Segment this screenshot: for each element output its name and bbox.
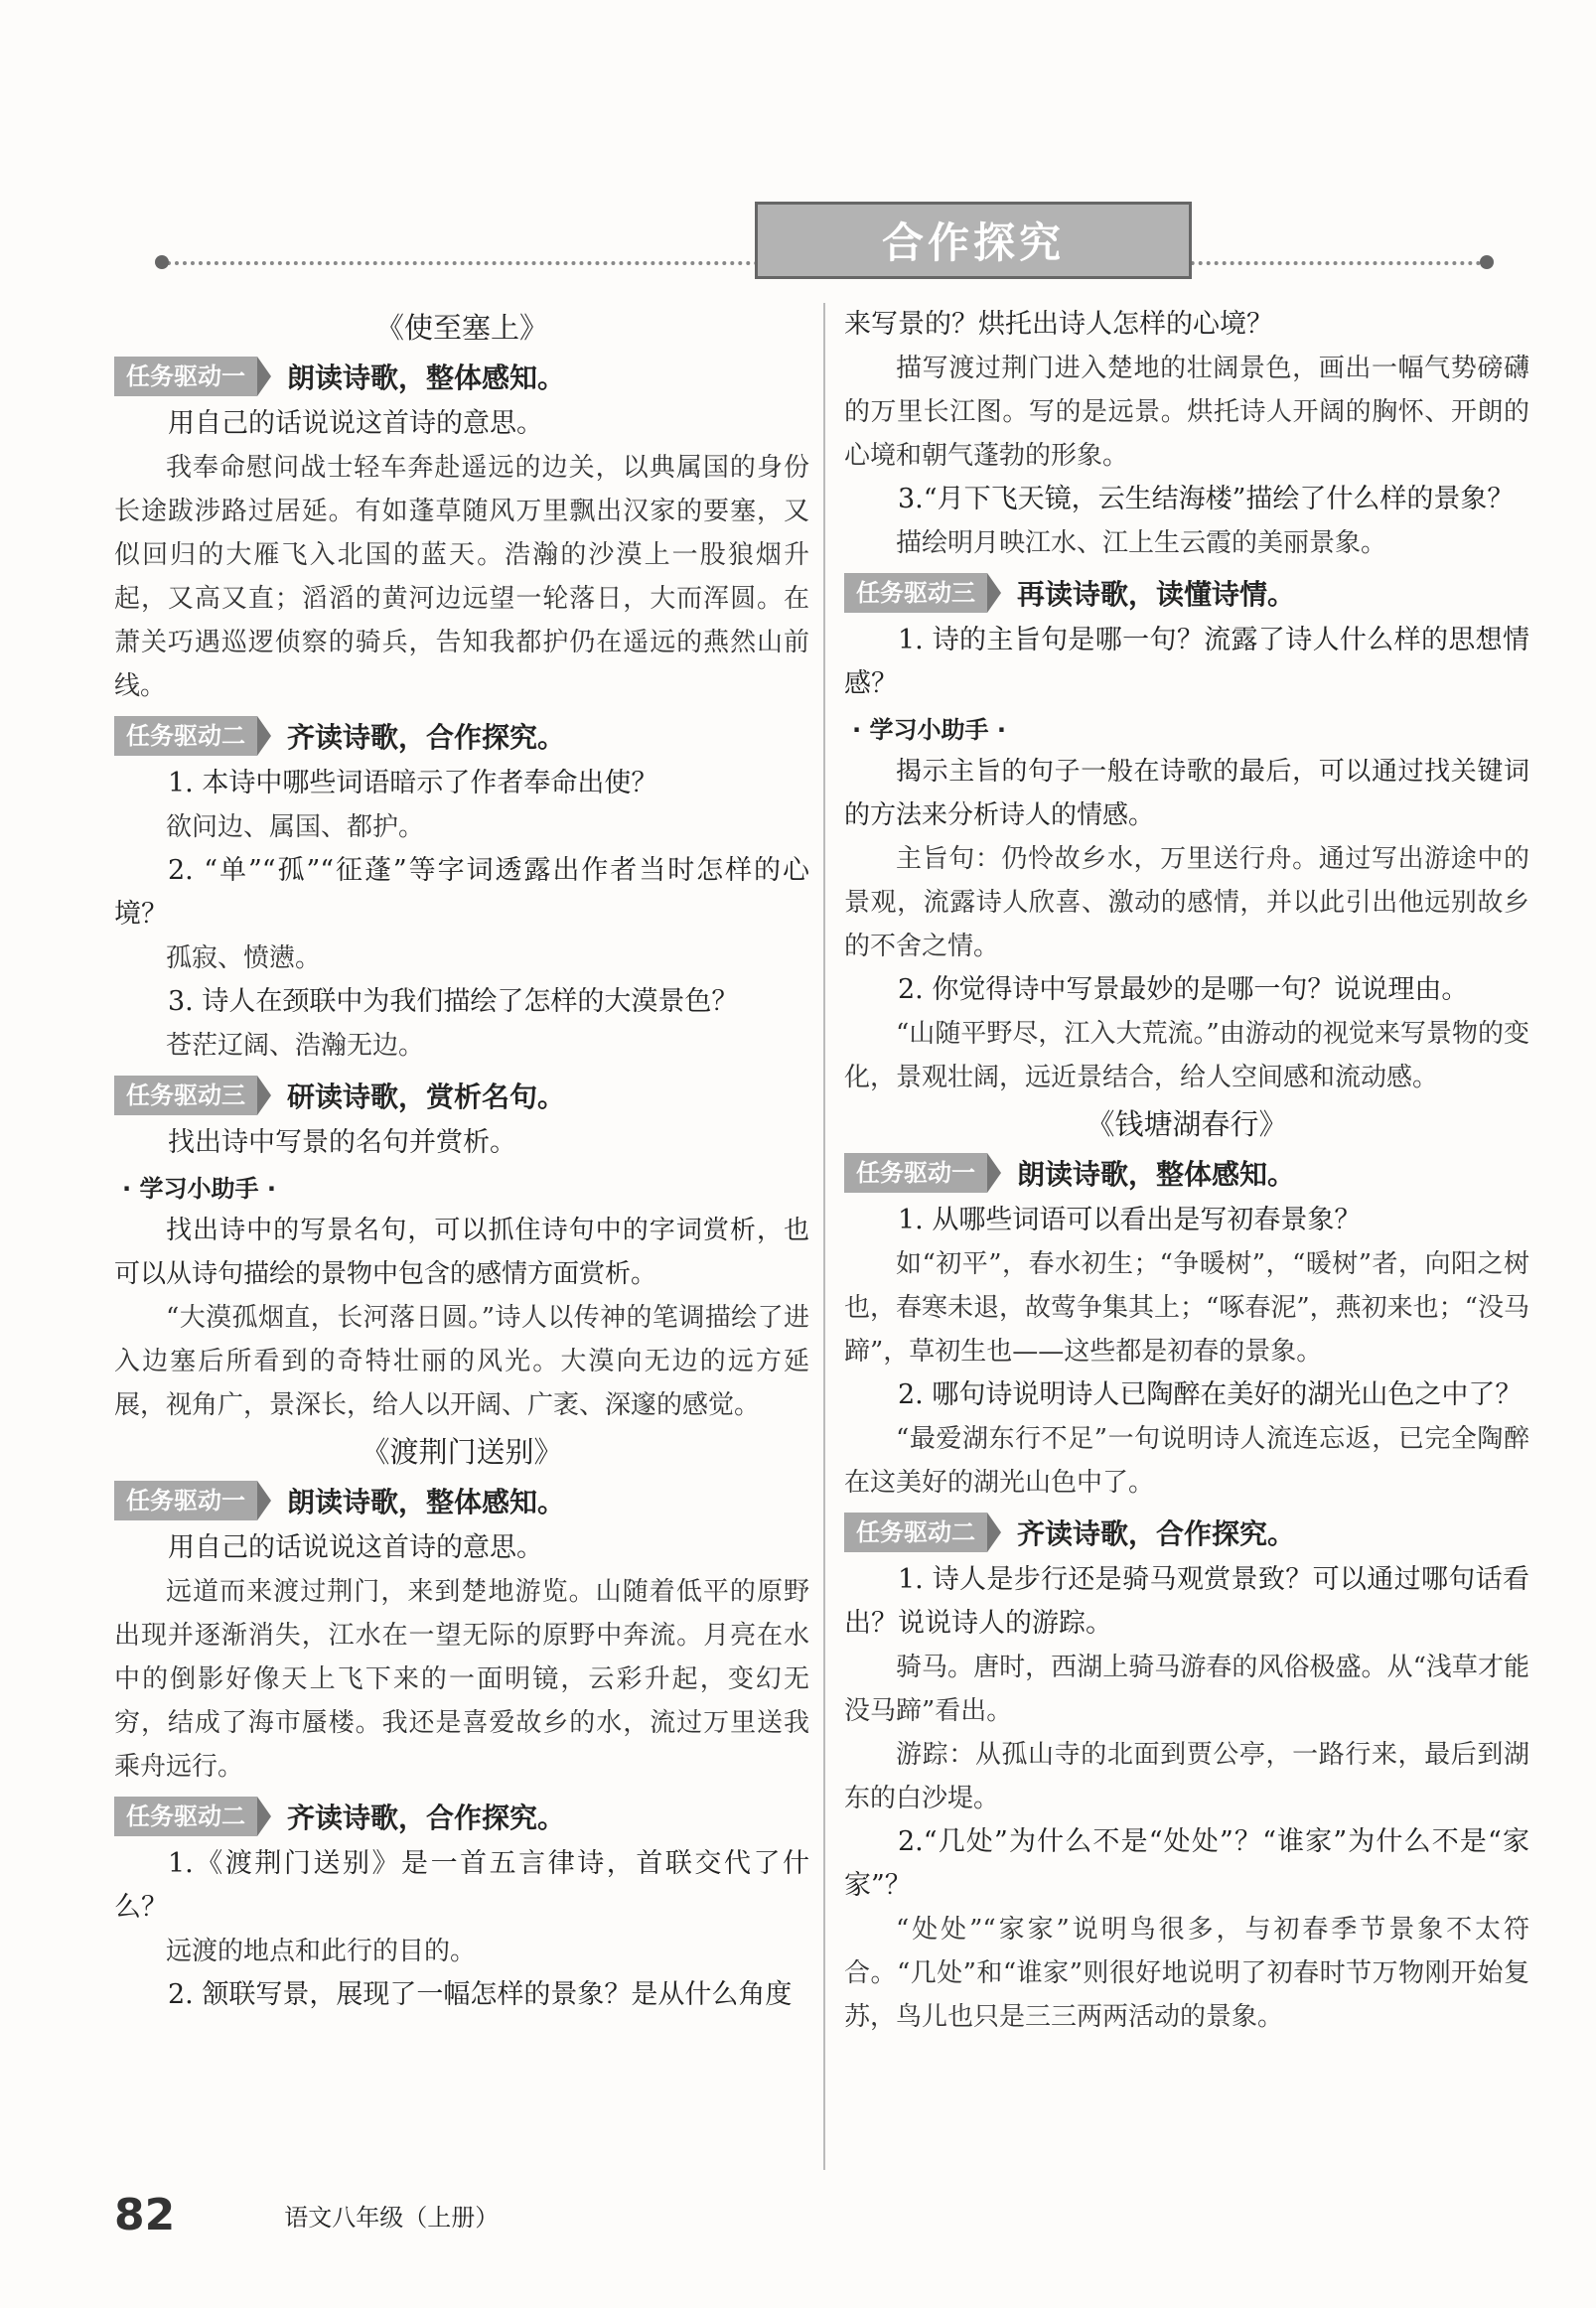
task-heading [114,1481,809,1520]
section-tag [755,202,1192,279]
task-heading [844,1513,1529,1552]
helper-label: · 学习小助手 · [852,716,1006,744]
task-title: 朗读诗歌，整体感知。 [287,361,566,394]
question: 1. 诗的主旨句是哪一句？流露了诗人什么样的思想情感？ [844,625,1529,699]
answer: 如“初平”，春水初生；“争暖树”，“暖树”者，向阳之树也，春寒未退，故莺争集其上；“啄春泥”，燕初来也；“没马蹄”，草初生也——这些都是初春的景象。 [844,1249,1529,1367]
answer: “大漠孤烟直，长河落日圆。”诗人以传神的笔调描绘了进入边塞后所看到的奇特壮丽的风光。大漠向无边的远方延展，视角广，景深长，给人以开阔、广袤、深邃的感觉。 [114,1303,809,1420]
task-tag: 任务驱动三 [114,1076,257,1115]
helper-text: 找出诗中的写景名句，可以抓住诗句中的字词赏析，也可以从诗句描绘的景物中包含的感情方面赏析。 [114,1216,809,1289]
question: 2. 哪句诗说明诗人已陶醉在美好的湖光山色之中了？ [898,1379,1523,1410]
answer: 远渡的地点和此行的目的。 [166,1937,477,1966]
left-column [114,303,809,2017]
answer: 我奉命慰问战士轻车奔赴遥远的边关，以典属国的身份长途跋涉路过居延。有如蓬草随风万里飘出汉家的要塞，又似回归的大雁飞入北国的蓝天。浩瀚的沙漠上一股狼烟升起，又高又直；滔滔的黄河边远望一轮落日，大而浑圆。在萧关巧遇巡逻侦察的骑兵，告知我都护仍在遥远的燕然山前线。 [114,453,809,701]
answer: 苍茫辽阔、浩瀚无边。 [166,1031,425,1061]
task-tag: 任务驱动二 [114,716,257,756]
task-heading [114,716,809,756]
task-tag: 任务驱动一 [114,1481,257,1520]
task-heading [114,1797,809,1836]
question: 2.“几处”为什么不是“处处”？“谁家”为什么不是“家家”？ [844,1826,1529,1901]
task-heading [114,357,809,396]
page-footer [114,2190,499,2240]
question: 2. “单”“孤”“征蓬”等字词透露出作者当时怎样的心境？ [114,855,809,930]
task-tag: 任务驱动三 [844,573,987,613]
task-tag: 任务驱动二 [114,1797,257,1836]
poem-title: 《钱塘湖春行》 [1086,1107,1288,1141]
task-title: 齐读诗歌，合作探究。 [287,721,566,754]
helper-text: 揭示主旨的句子一般在诗歌的最后，可以通过找关键词的方法来分析诗人的情感。 [844,757,1529,830]
question: 3.“月下飞天镜，云生结海楼”描绘了什么样的景象？ [898,484,1515,514]
answer: “处处”“家家”说明鸟很多，与初春季节景象不太符合。“几处”和“谁家”则很好地说明了初春时节万物刚开始复苏，鸟儿也只是三三两两活动的景象。 [844,1915,1529,2032]
question: 2. 你觉得诗中写景最妙的是哪一句？说说理由。 [898,974,1469,1005]
answer: 欲问边、属国、都护。 [166,812,425,842]
task-tag: 任务驱动一 [114,357,257,396]
divider-dot [155,255,169,269]
question: 3. 诗人在颈联中为我们描绘了怎样的大漠景色？ [168,986,739,1017]
task-title: 朗读诗歌，整体感知。 [1017,1158,1296,1191]
divider-dot [1480,255,1494,269]
task-title: 齐读诗歌，合作探究。 [287,1802,566,1834]
task-heading [844,1153,1529,1193]
question: 1.《渡荆门送别》是一首五言律诗，首联交代了什么？ [114,1848,809,1923]
task-heading [844,573,1529,613]
task-tag: 任务驱动一 [844,1153,987,1193]
task-heading [114,1076,809,1115]
task-title: 再读诗歌，读懂诗情。 [1017,578,1296,611]
answer: “最爱湖东行不足”一句说明诗人流连忘返，已完全陶醉在这美好的湖光山色中了。 [844,1424,1529,1498]
question: 2. 颔联写景，展现了一幅怎样的景象？是从什么角度 [168,1979,793,2010]
task-tag: 任务驱动二 [844,1513,987,1552]
task-title: 齐读诗歌，合作探究。 [1017,1517,1296,1550]
answer: 孤寂、愤懑。 [166,943,322,973]
question-continued: 来写景的？烘托出诗人怎样的心境？ [844,309,1273,340]
answer: 描绘明月映江水、江上生云霞的美丽景象。 [896,528,1387,558]
task-title: 朗读诗歌，整体感知。 [287,1486,566,1518]
question: 找出诗中写景的名句并赏析。 [168,1127,516,1158]
question: 用自己的话说说这首诗的意思。 [168,408,543,439]
poem-title: 《使至塞上》 [374,311,548,345]
section-tag-label: 合作探究 [881,218,1065,267]
book-title: 语文八年级（上册） [284,2204,500,2232]
answer: 描写渡过荆门进入楚地的壮阔景色，画出一幅气势磅礴的万里长江图。写的是远景。烘托诗人开阔的胸怀、开朗的心境和朝气蓬勃的形象。 [844,354,1529,471]
question: 1. 从哪些词语可以看出是写初春景象？ [898,1205,1362,1235]
right-column [844,303,1529,2039]
answer: 骑马。唐时，西湖上骑马游春的风俗极盛。从“浅草才能没马蹄”看出。 [844,1653,1529,1726]
question: 1. 本诗中哪些词语暗示了作者奉命出使？ [168,768,658,798]
page-number: 82 [114,2190,176,2240]
poem-title: 《渡荆门送别》 [361,1435,563,1469]
task-title: 研读诗歌，赏析名句。 [287,1081,566,1113]
section-header [159,174,1490,283]
answer: “山随平野尽，江入大荒流。”由游动的视觉来写景物的变化，景观壮阔，远近景结合，给人空间感和流动感。 [844,1019,1529,1092]
helper-label: · 学习小助手 · [122,1175,276,1203]
answer: 游踪：从孤山寺的北面到贾公亭，一路行来，最后到湖东的白沙堤。 [844,1740,1529,1813]
question: 用自己的话说说这首诗的意思。 [168,1532,543,1563]
question: 1. 诗人是步行还是骑马观赏景致？可以通过哪句话看出？说说诗人的游踪。 [844,1564,1529,1639]
answer: 远道而来渡过荆门，来到楚地游览。山随着低平的原野出现并逐渐消失，江水在一望无际的原野中奔流。月亮在水中的倒影好像天上飞下来的一面明镜，云彩升起，变幻无穷，结成了海市蜃楼。我还是喜爱故乡的水，流过万里送我乘舟远行。 [114,1577,809,1782]
answer: 主旨句：仍怜故乡水，万里送行舟。通过写出游途中的景观，流露诗人欣喜、激动的感情，并以此引出他远别故乡的不舍之情。 [844,844,1529,961]
column-divider [823,303,825,2170]
